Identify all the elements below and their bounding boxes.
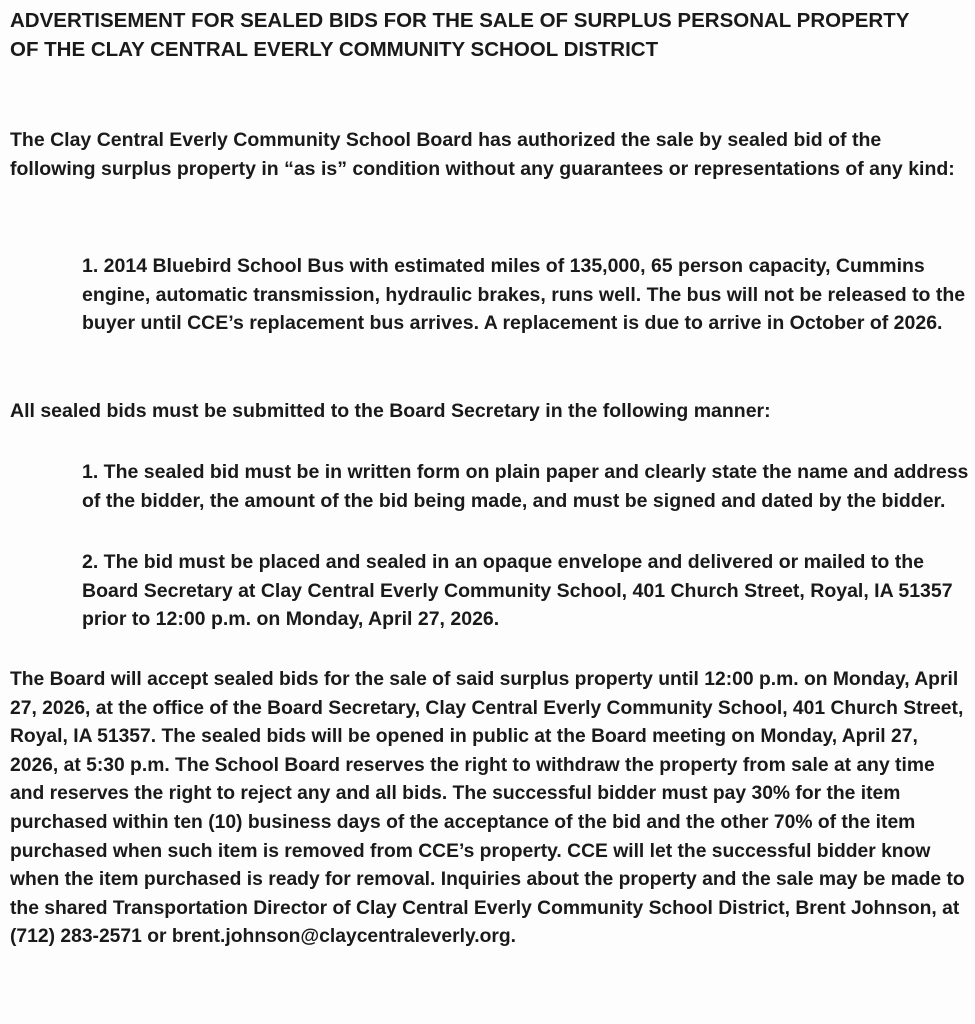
submission-rule-2: 2. The bid must be placed and sealed in an opaque envelope and delivered or mailed to the Board Secretary at Clay Central Everly Community School, 401 Church Street, Royal, IA 51357 prior to 12:00 p.m. on Monday, April 27, 2026. [82,551,953,630]
submission-rule-1: 1. The sealed bid must be in written form on plain paper and clearly state the name and address of the bidder, the amount of the bid being made, and must be signed and dated by the bidder. [82,461,969,512]
closing-paragraph: The Board will accept sealed bids for the sale of said surplus property until 12:00 p.m. on Monday, April 27, 2026, at the office of the Board Secretary, Clay Central Everly Community School, 401 Church Street, Royal, IA 51357. The sealed bids will be opened in public at the Board meeting on Monday, April 27, 2026, at 5:30 p.m. The School Board reserves the right to withdraw the property from sale at any time and reserves the right to reject any and all bids. The successful bidder must pay 30% for the item purchased within ten (10) business days of the acceptance of the bid and the other 70% of the item purchased when such item is removed from CCE’s property. CCE will let the successful bidder know when the item purchased is ready for removal. Inquiries about the property and the sale may be made to the shared Transportation Director of Clay Central Everly Community School District, Brent Johnson, at (712) 283-2571 or brent.johnson@claycentraleverly.org. [10,669,965,948]
submission-intro: All sealed bids must be submitted to the Board Secretary in the following manner: [10,400,771,422]
intro-paragraph: The Clay Central Everly Community School Board has authorized the sale by sealed bid of the following surplus property in “as is” condition without any guarantees or representations of any kind: [10,129,955,180]
document-title: ADVERTISEMENT FOR SEALED BIDS FOR THE SALE OF SURPLUS PERSONAL PROPERTY OF THE CLAY CENTRAL EVERLY COMMUNITY SCHOOL DISTRICT [10,9,910,61]
surplus-item-bus: 1. 2014 Bluebird School Bus with estimated miles of 135,000, 65 person capacity, Cummins engine, automatic transmission, hydraulic brakes, runs well. The bus will not be released to the buyer until CCE’s replacement bus arrives. A replacement is due to arrive in October of 2026. [82,255,966,334]
